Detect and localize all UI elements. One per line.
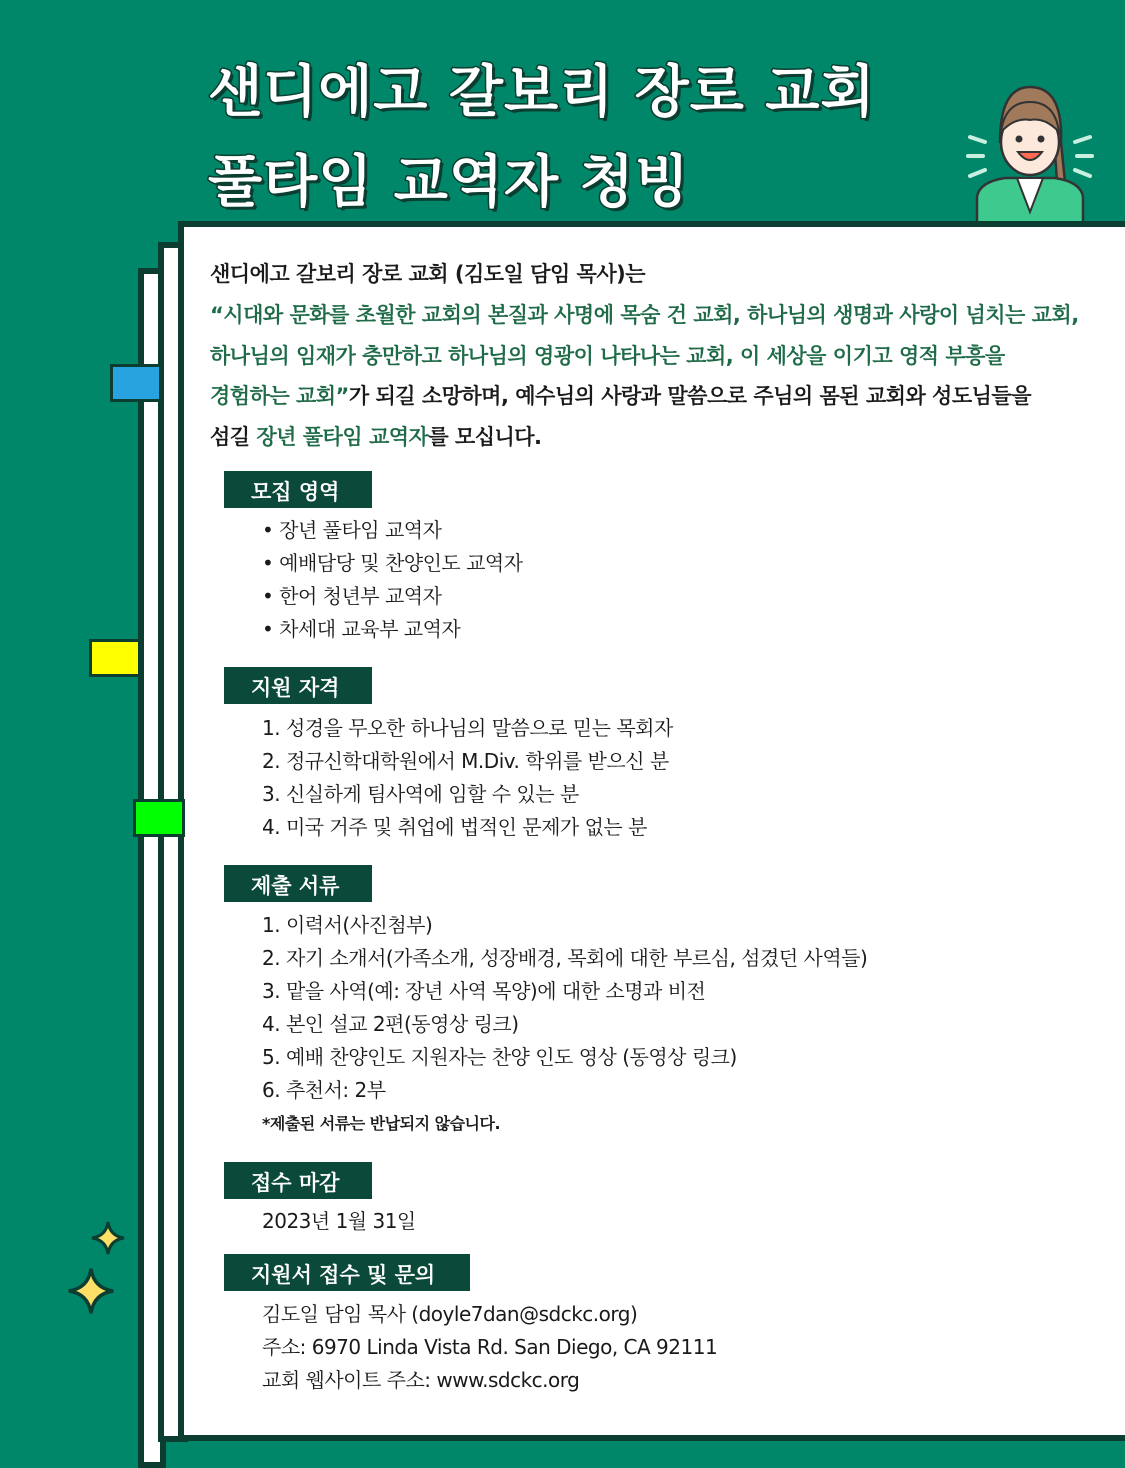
list-item: 4. 미국 거주 및 취업에 법적인 문제가 없는 분 <box>262 815 647 839</box>
poster-title-line2: 풀타임 교역자 청빙 <box>208 150 690 215</box>
intro-line: 샌디에고 갈보리 장로 교회 (김도일 담임 목사)는 <box>210 262 645 286</box>
intro-quote-line: 경험하는 교회” <box>210 384 349 409</box>
documents-list <box>262 909 867 1140</box>
contact-list <box>262 1298 717 1397</box>
documents-note: *제출된 서류는 반납되지 않습니다. <box>262 1114 501 1133</box>
blue-index-tab <box>110 364 162 402</box>
list-item: • 한어 청년부 교역자 <box>262 584 442 608</box>
list-item: • 예배담당 및 찬양인도 교역자 <box>262 551 523 575</box>
list-item: 1. 성경을 무오한 하나님의 말씀으로 믿는 목회자 <box>262 716 673 740</box>
poster-title-line1: 샌디에고 갈보리 장로 교회 <box>208 60 876 125</box>
recruit-area-list <box>262 514 523 646</box>
list-item: 5. 예배 찬양인도 지원자는 찬양 인도 영상 (동영상 링크) <box>262 1045 737 1069</box>
intro-quote-line: “시대와 문화를 초월한 교회의 본질과 사명에 목숨 건 교회, 하나님의 생명과 사랑이 넘치는 교회, <box>210 302 1079 327</box>
contact-email: 김도일 담임 목사 (doyle7dan@sdckc.org) <box>262 1302 638 1326</box>
contact-address: 주소: 6970 Linda Vista Rd. San Diego, CA 92111 <box>262 1335 718 1359</box>
intro-paragraph <box>210 254 1079 458</box>
intro-highlight: 장년 풀타임 교역자 <box>256 425 429 450</box>
sparkle-icon <box>90 1220 126 1256</box>
list-item: 2. 자기 소개서(가족소개, 성장배경, 목회에 대한 부르심, 섬겼던 사역들) <box>262 946 868 970</box>
section-header-deadline: 접수 마감 <box>224 1162 372 1199</box>
intro-quote-line: 하나님의 임재가 충만하고 하나님의 영광이 나타나는 교회, 이 세상을 이기고 영적 부흥을 <box>210 343 1005 368</box>
deadline-list <box>262 1205 416 1238</box>
intro-text: 가 되길 소망하며, 예수님의 사랑과 말씀으로 주님의 몸된 교회와 성도님들을 <box>348 384 1031 409</box>
list-item: 1. 이력서(사진첨부) <box>262 913 433 937</box>
woman-character-illustration <box>965 82 1095 224</box>
green-index-tab <box>133 799 185 837</box>
list-item: 6. 추천서: 2부 <box>262 1078 386 1102</box>
list-item: 4. 본인 설교 2편(동영상 링크) <box>262 1012 519 1036</box>
intro-text: 를 모십니다. <box>428 425 542 450</box>
section-header-qualifications: 지원 자격 <box>224 667 372 704</box>
list-item: 3. 신실하게 팀사역에 임할 수 있는 분 <box>262 782 579 806</box>
sparkle-icon <box>66 1266 116 1316</box>
section-header-recruit-area: 모집 영역 <box>224 471 372 508</box>
list-item: 2. 정규신학대학원에서 M.Div. 학위를 받으신 분 <box>262 749 669 773</box>
deadline-date: 2023년 1월 31일 <box>262 1209 416 1233</box>
section-header-documents: 제출 서류 <box>224 865 372 902</box>
intro-text: 섬길 <box>210 425 257 450</box>
yellow-index-tab <box>89 639 141 677</box>
qualifications-list <box>262 712 673 844</box>
list-item: • 장년 풀타임 교역자 <box>262 518 442 542</box>
list-item: 3. 맡을 사역(예: 장년 사역 목양)에 대한 소명과 비전 <box>262 979 706 1003</box>
contact-website: 교회 웹사이트 주소: www.sdckc.org <box>262 1368 580 1392</box>
section-header-contact: 지원서 접수 및 문의 <box>224 1254 470 1291</box>
list-item: • 차세대 교육부 교역자 <box>262 617 461 641</box>
